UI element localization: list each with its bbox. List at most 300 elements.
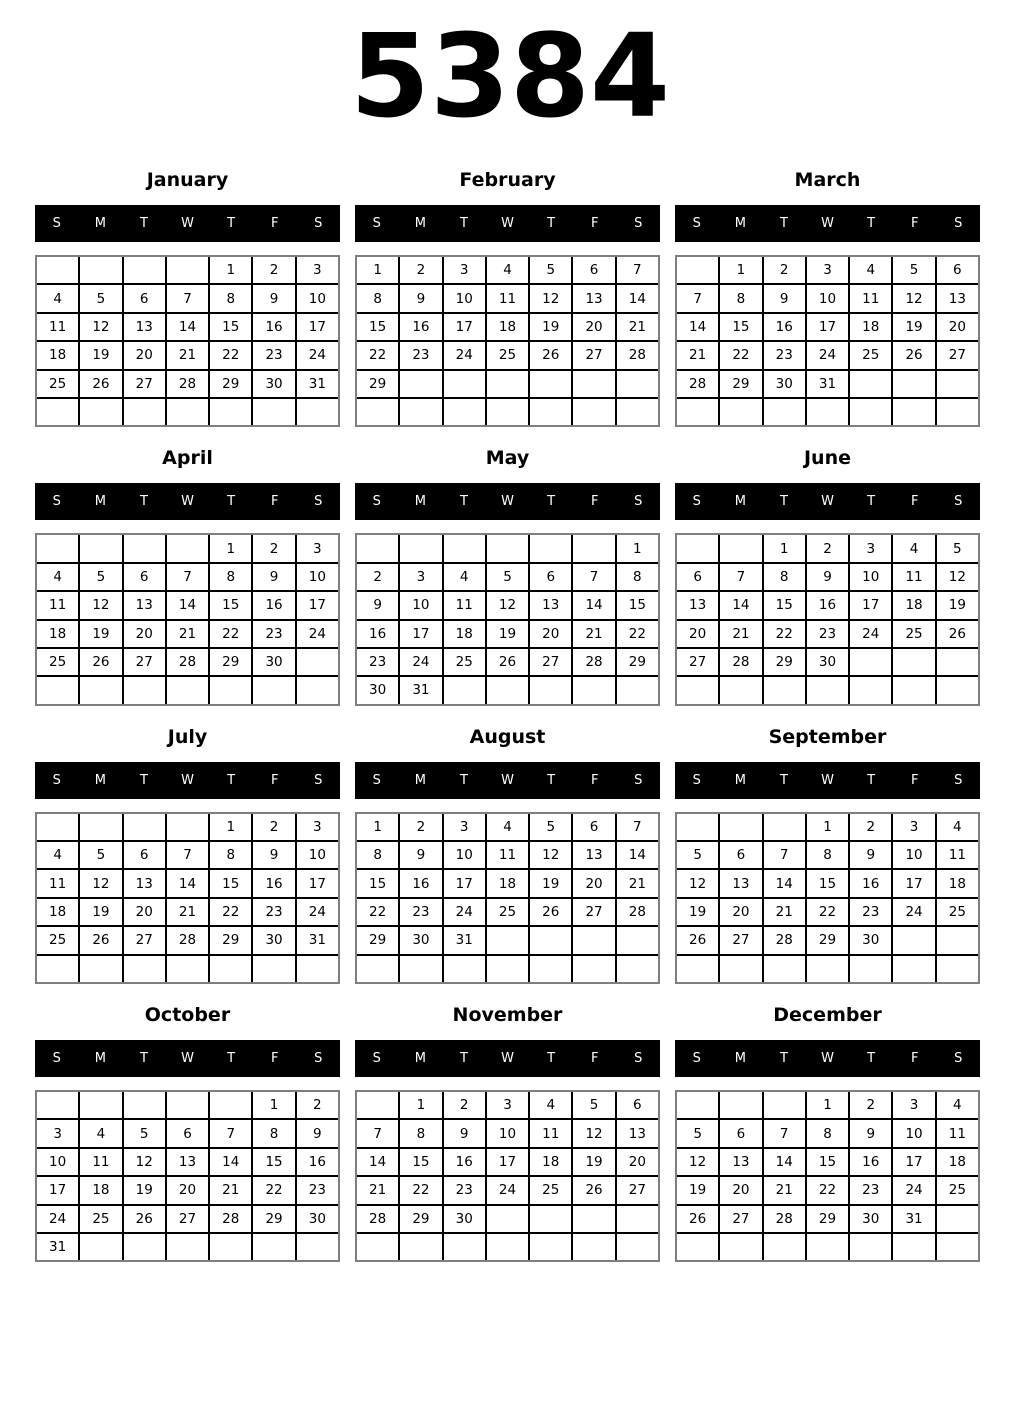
week-row xyxy=(677,840,978,868)
empty-day-cell xyxy=(762,954,805,982)
day-cell: 10 xyxy=(295,562,338,590)
day-cell: 24 xyxy=(295,897,338,925)
day-cell: 12 xyxy=(78,590,121,618)
week-row xyxy=(677,369,978,397)
weekday-cell: T xyxy=(227,772,236,788)
empty-day-cell xyxy=(571,954,614,982)
month-title: July xyxy=(167,725,208,748)
day-cell: 18 xyxy=(37,897,78,925)
week-row xyxy=(677,590,978,618)
day-cell: 21 xyxy=(762,1175,805,1203)
empty-day-cell xyxy=(442,675,485,703)
day-cell: 4 xyxy=(37,283,78,311)
month-block xyxy=(675,712,980,984)
day-cell: 21 xyxy=(718,619,761,647)
empty-day-cell xyxy=(165,535,208,561)
day-cell: 6 xyxy=(165,1118,208,1146)
weekday-cell: F xyxy=(270,1051,279,1067)
day-cell: 19 xyxy=(528,868,571,896)
day-cell: 3 xyxy=(891,814,934,840)
empty-day-cell xyxy=(528,954,571,982)
empty-day-cell xyxy=(891,369,934,397)
day-cell: 9 xyxy=(398,283,441,311)
weekday-header-row xyxy=(355,762,660,799)
day-cell: 21 xyxy=(615,312,658,340)
empty-day-cell xyxy=(891,925,934,953)
day-cell: 29 xyxy=(251,1204,294,1232)
day-cell: 17 xyxy=(295,312,338,340)
day-cell: 1 xyxy=(373,818,382,835)
empty-day-cell xyxy=(571,1204,614,1232)
day-cell: 27 xyxy=(718,1204,761,1232)
day-cell: 6 xyxy=(122,283,165,311)
day-cell: 21 xyxy=(677,340,718,368)
day-cell: 5 xyxy=(122,1118,165,1146)
empty-day-cell xyxy=(677,1092,718,1118)
empty-day-cell xyxy=(935,925,978,953)
week-row xyxy=(357,675,658,703)
empty-day-cell xyxy=(935,397,978,425)
weekday-cell: F xyxy=(590,1051,599,1067)
weekday-cell: S xyxy=(954,216,963,231)
empty-day-cell xyxy=(357,535,398,561)
day-cell: 20 xyxy=(571,312,614,340)
day-cell: 13 xyxy=(571,283,614,311)
day-cell: 4 xyxy=(891,535,934,561)
day-cell: 1 xyxy=(208,535,251,561)
day-cell: 22 xyxy=(357,897,398,925)
day-cell: 11 xyxy=(848,283,891,311)
weekday-cell: T xyxy=(459,494,468,510)
empty-day-cell xyxy=(295,397,338,425)
day-cell: 12 xyxy=(528,840,571,868)
day-cell: 10 xyxy=(295,840,338,868)
weekday-cell: F xyxy=(910,216,919,231)
day-cell: 18 xyxy=(935,1147,978,1175)
empty-day-cell xyxy=(37,954,78,982)
weekday-cell: S xyxy=(314,1051,323,1067)
weekday-cell: M xyxy=(734,1051,746,1067)
day-cell: 26 xyxy=(78,369,121,397)
day-cell: 13 xyxy=(165,1147,208,1175)
day-cell: 13 xyxy=(528,590,571,618)
weekday-header-row xyxy=(355,483,660,520)
empty-day-cell xyxy=(485,535,528,561)
week-row xyxy=(677,1175,978,1203)
weekday-cell: T xyxy=(139,772,148,788)
day-cell: 14 xyxy=(165,312,208,340)
day-cell: 1 xyxy=(373,262,382,279)
day-cell: 25 xyxy=(935,1175,978,1203)
day-cell: 28 xyxy=(571,647,614,675)
day-cell: 4 xyxy=(935,1092,978,1118)
day-cell: 17 xyxy=(37,1175,78,1203)
day-cell: 11 xyxy=(37,312,78,340)
day-cell: 7 xyxy=(615,814,658,840)
day-cell: 7 xyxy=(357,1118,398,1146)
day-cell: 18 xyxy=(891,590,934,618)
day-cell: 22 xyxy=(762,619,805,647)
day-cell: 29 xyxy=(718,369,761,397)
day-cell: 12 xyxy=(78,868,121,896)
day-cell: 10 xyxy=(485,1118,528,1146)
day-cell: 13 xyxy=(677,590,718,618)
week-row xyxy=(357,590,658,618)
day-cell: 29 xyxy=(805,925,848,953)
day-cell: 19 xyxy=(677,1175,718,1203)
month-title: October xyxy=(144,1004,231,1027)
day-cell: 22 xyxy=(208,340,251,368)
day-cell: 6 xyxy=(122,840,165,868)
empty-day-cell xyxy=(528,925,571,953)
week-row xyxy=(677,647,978,675)
empty-day-cell xyxy=(571,369,614,397)
week-row xyxy=(677,619,978,647)
weekday-cell: W xyxy=(501,772,514,788)
day-cell: 2 xyxy=(357,562,398,590)
month-title: August xyxy=(469,725,546,748)
day-cell: 30 xyxy=(251,925,294,953)
day-cell: 2 xyxy=(848,1092,891,1118)
empty-day-cell xyxy=(37,1092,78,1118)
day-cell: 20 xyxy=(677,619,718,647)
month-title: March xyxy=(794,169,861,191)
week-row xyxy=(677,397,978,425)
weekday-cell: T xyxy=(779,216,788,231)
day-cell: 8 xyxy=(805,840,848,868)
day-cell: 14 xyxy=(615,840,658,868)
day-cell: 19 xyxy=(891,312,934,340)
day-cell: 23 xyxy=(398,897,441,925)
day-cell: 3 xyxy=(805,257,848,283)
day-cell: 14 xyxy=(762,868,805,896)
weekday-cell: M xyxy=(94,772,106,788)
empty-day-cell xyxy=(398,369,441,397)
weekday-cell: W xyxy=(821,772,834,788)
empty-day-cell xyxy=(528,1232,571,1260)
day-cell: 29 xyxy=(208,369,251,397)
week-row xyxy=(37,1204,338,1232)
day-cell: 19 xyxy=(485,619,528,647)
day-cell: 31 xyxy=(891,1204,934,1232)
day-cell: 31 xyxy=(442,925,485,953)
empty-day-cell xyxy=(762,814,805,840)
month-day-grid xyxy=(675,255,980,427)
empty-day-cell xyxy=(805,954,848,982)
day-cell: 19 xyxy=(78,340,121,368)
day-cell: 20 xyxy=(935,312,978,340)
day-cell: 31 xyxy=(37,1232,78,1260)
empty-day-cell xyxy=(677,1232,718,1260)
day-cell: 21 xyxy=(165,340,208,368)
empty-day-cell xyxy=(762,397,805,425)
day-cell: 31 xyxy=(295,925,338,953)
weekday-cell: S xyxy=(372,772,381,788)
day-cell: 26 xyxy=(891,340,934,368)
empty-day-cell xyxy=(251,954,294,982)
empty-day-cell xyxy=(208,1092,251,1118)
weekday-cell: S xyxy=(634,772,643,788)
day-cell: 15 xyxy=(615,590,658,618)
week-row xyxy=(37,283,338,311)
month-day-grid xyxy=(35,1090,340,1262)
day-cell: 1 xyxy=(398,1092,441,1118)
day-cell: 2 xyxy=(251,814,294,840)
weekday-cell: M xyxy=(414,1051,426,1067)
day-cell: 26 xyxy=(528,897,571,925)
month-title: June xyxy=(803,447,851,470)
day-cell: 27 xyxy=(571,340,614,368)
calendar-grid xyxy=(35,155,980,1262)
day-cell: 7 xyxy=(762,840,805,868)
day-cell: 14 xyxy=(165,590,208,618)
day-cell: 3 xyxy=(442,814,485,840)
week-row xyxy=(37,369,338,397)
day-cell: 10 xyxy=(295,283,338,311)
day-cell: 14 xyxy=(718,590,761,618)
empty-day-cell xyxy=(848,675,891,703)
week-row xyxy=(677,868,978,896)
empty-day-cell xyxy=(718,675,761,703)
empty-day-cell xyxy=(122,954,165,982)
day-cell: 30 xyxy=(848,925,891,953)
day-cell: 24 xyxy=(398,647,441,675)
day-cell: 28 xyxy=(677,369,718,397)
day-cell: 4 xyxy=(78,1118,121,1146)
empty-day-cell xyxy=(805,675,848,703)
day-cell: 9 xyxy=(295,1118,338,1146)
month-day-grid xyxy=(35,812,340,984)
empty-day-cell xyxy=(78,954,121,982)
day-cell: 26 xyxy=(78,647,121,675)
day-cell: 21 xyxy=(165,619,208,647)
day-cell: 23 xyxy=(442,1175,485,1203)
month-title: September xyxy=(768,725,887,748)
empty-day-cell xyxy=(571,535,614,561)
day-cell: 21 xyxy=(571,619,614,647)
empty-day-cell xyxy=(615,397,658,425)
week-row xyxy=(677,925,978,953)
day-cell: 30 xyxy=(398,925,441,953)
day-cell: 9 xyxy=(762,283,805,311)
day-cell: 27 xyxy=(122,369,165,397)
day-cell: 29 xyxy=(805,1204,848,1232)
weekday-header-row xyxy=(675,205,980,242)
day-cell: 22 xyxy=(805,1175,848,1203)
week-row xyxy=(37,1147,338,1175)
empty-day-cell xyxy=(571,675,614,703)
month-day-grid xyxy=(35,533,340,705)
weekday-cell: F xyxy=(270,216,279,231)
week-row xyxy=(677,257,978,283)
day-cell: 7 xyxy=(677,283,718,311)
day-cell: 23 xyxy=(251,897,294,925)
empty-day-cell xyxy=(615,369,658,397)
empty-day-cell xyxy=(122,535,165,561)
day-cell: 19 xyxy=(677,897,718,925)
day-cell: 12 xyxy=(528,283,571,311)
day-cell: 24 xyxy=(485,1175,528,1203)
empty-day-cell xyxy=(805,1232,848,1260)
empty-day-cell xyxy=(528,1204,571,1232)
day-cell: 8 xyxy=(718,283,761,311)
day-cell: 14 xyxy=(208,1147,251,1175)
day-cell: 25 xyxy=(891,619,934,647)
day-cell: 12 xyxy=(677,1147,718,1175)
empty-day-cell xyxy=(718,1232,761,1260)
weekday-cell: T xyxy=(459,772,468,788)
empty-day-cell xyxy=(37,257,78,283)
weekday-cell: S xyxy=(954,1051,963,1067)
empty-day-cell xyxy=(398,954,441,982)
day-cell: 24 xyxy=(295,340,338,368)
day-cell: 23 xyxy=(398,340,441,368)
empty-day-cell xyxy=(78,675,121,703)
weekday-cell: F xyxy=(590,494,599,510)
day-cell: 24 xyxy=(442,340,485,368)
weekday-cell: W xyxy=(181,216,194,231)
day-cell: 29 xyxy=(762,647,805,675)
weekday-cell: W xyxy=(821,1051,834,1067)
day-cell: 15 xyxy=(208,868,251,896)
weekday-cell: T xyxy=(547,772,556,788)
empty-day-cell xyxy=(762,1092,805,1118)
day-cell: 9 xyxy=(251,283,294,311)
empty-day-cell xyxy=(677,954,718,982)
day-cell: 16 xyxy=(805,590,848,618)
weekday-cell: W xyxy=(181,1051,194,1067)
day-cell: 10 xyxy=(37,1147,78,1175)
empty-day-cell xyxy=(571,925,614,953)
weekday-cell: M xyxy=(414,216,426,231)
day-cell: 26 xyxy=(571,1175,614,1203)
day-cell: 7 xyxy=(571,562,614,590)
weekday-cell: W xyxy=(181,494,194,510)
day-cell: 6 xyxy=(677,562,718,590)
empty-day-cell xyxy=(615,1204,658,1232)
weekday-cell: F xyxy=(590,772,599,788)
month-day-grid xyxy=(675,812,980,984)
week-row xyxy=(357,369,658,397)
empty-day-cell xyxy=(848,369,891,397)
weekday-cell: M xyxy=(94,494,106,510)
day-cell: 25 xyxy=(935,897,978,925)
empty-day-cell xyxy=(615,925,658,953)
day-cell: 2 xyxy=(805,535,848,561)
day-cell: 28 xyxy=(357,1204,398,1232)
day-cell: 20 xyxy=(528,619,571,647)
month-block xyxy=(675,155,980,427)
day-cell: 25 xyxy=(37,369,78,397)
month-block xyxy=(355,155,660,427)
day-cell: 4 xyxy=(935,814,978,840)
month-day-grid xyxy=(355,255,660,427)
month-title: January xyxy=(146,169,229,191)
day-cell: 5 xyxy=(485,562,528,590)
day-cell: 20 xyxy=(718,1175,761,1203)
day-cell: 15 xyxy=(208,312,251,340)
day-cell: 16 xyxy=(357,619,398,647)
empty-day-cell xyxy=(122,1092,165,1118)
day-cell: 17 xyxy=(891,1147,934,1175)
empty-day-cell xyxy=(528,397,571,425)
day-cell: 9 xyxy=(805,562,848,590)
week-row xyxy=(357,925,658,953)
day-cell: 15 xyxy=(805,868,848,896)
day-cell: 22 xyxy=(398,1175,441,1203)
weekday-cell: M xyxy=(734,772,746,788)
day-cell: 9 xyxy=(442,1118,485,1146)
empty-day-cell xyxy=(442,369,485,397)
day-cell: 16 xyxy=(251,312,294,340)
empty-day-cell xyxy=(571,1232,614,1260)
weekday-cell: T xyxy=(459,1051,468,1067)
day-cell: 25 xyxy=(485,897,528,925)
week-row xyxy=(357,535,658,561)
empty-day-cell xyxy=(935,647,978,675)
day-cell: 12 xyxy=(485,590,528,618)
week-row xyxy=(357,1118,658,1146)
day-cell: 2 xyxy=(398,257,441,283)
day-cell: 11 xyxy=(485,840,528,868)
day-cell: 23 xyxy=(295,1175,338,1203)
day-cell: 23 xyxy=(251,340,294,368)
empty-day-cell xyxy=(165,954,208,982)
day-cell: 22 xyxy=(718,340,761,368)
day-cell: 18 xyxy=(485,312,528,340)
weekday-cell: S xyxy=(634,1051,643,1067)
day-cell: 21 xyxy=(357,1175,398,1203)
empty-day-cell xyxy=(935,675,978,703)
empty-day-cell xyxy=(165,1232,208,1260)
day-cell: 26 xyxy=(78,925,121,953)
week-row xyxy=(37,814,338,840)
week-row xyxy=(37,1118,338,1146)
week-row xyxy=(37,340,338,368)
day-cell: 27 xyxy=(935,340,978,368)
empty-day-cell xyxy=(165,814,208,840)
week-row xyxy=(37,590,338,618)
empty-day-cell xyxy=(37,814,78,840)
empty-day-cell xyxy=(122,257,165,283)
weekday-cell: T xyxy=(139,494,148,510)
empty-day-cell xyxy=(718,1092,761,1118)
weekday-cell: S xyxy=(52,772,61,788)
day-cell: 1 xyxy=(805,814,848,840)
weekday-cell: T xyxy=(139,1051,148,1067)
day-cell: 18 xyxy=(37,340,78,368)
day-cell: 8 xyxy=(208,562,251,590)
day-cell: 19 xyxy=(78,897,121,925)
weekday-cell: S xyxy=(52,494,61,510)
empty-day-cell xyxy=(891,647,934,675)
day-cell: 25 xyxy=(485,340,528,368)
day-cell: 29 xyxy=(357,925,398,953)
day-cell: 29 xyxy=(357,369,398,397)
weekday-header-row xyxy=(35,205,340,242)
empty-day-cell xyxy=(615,954,658,982)
day-cell: 4 xyxy=(485,814,528,840)
day-cell: 11 xyxy=(485,283,528,311)
day-cell: 16 xyxy=(848,868,891,896)
day-cell: 18 xyxy=(528,1147,571,1175)
day-cell: 11 xyxy=(37,868,78,896)
weekday-cell: S xyxy=(954,772,963,788)
weekday-cell: T xyxy=(139,216,148,231)
day-cell: 22 xyxy=(615,619,658,647)
empty-day-cell xyxy=(357,1232,398,1260)
day-cell: 2 xyxy=(251,535,294,561)
